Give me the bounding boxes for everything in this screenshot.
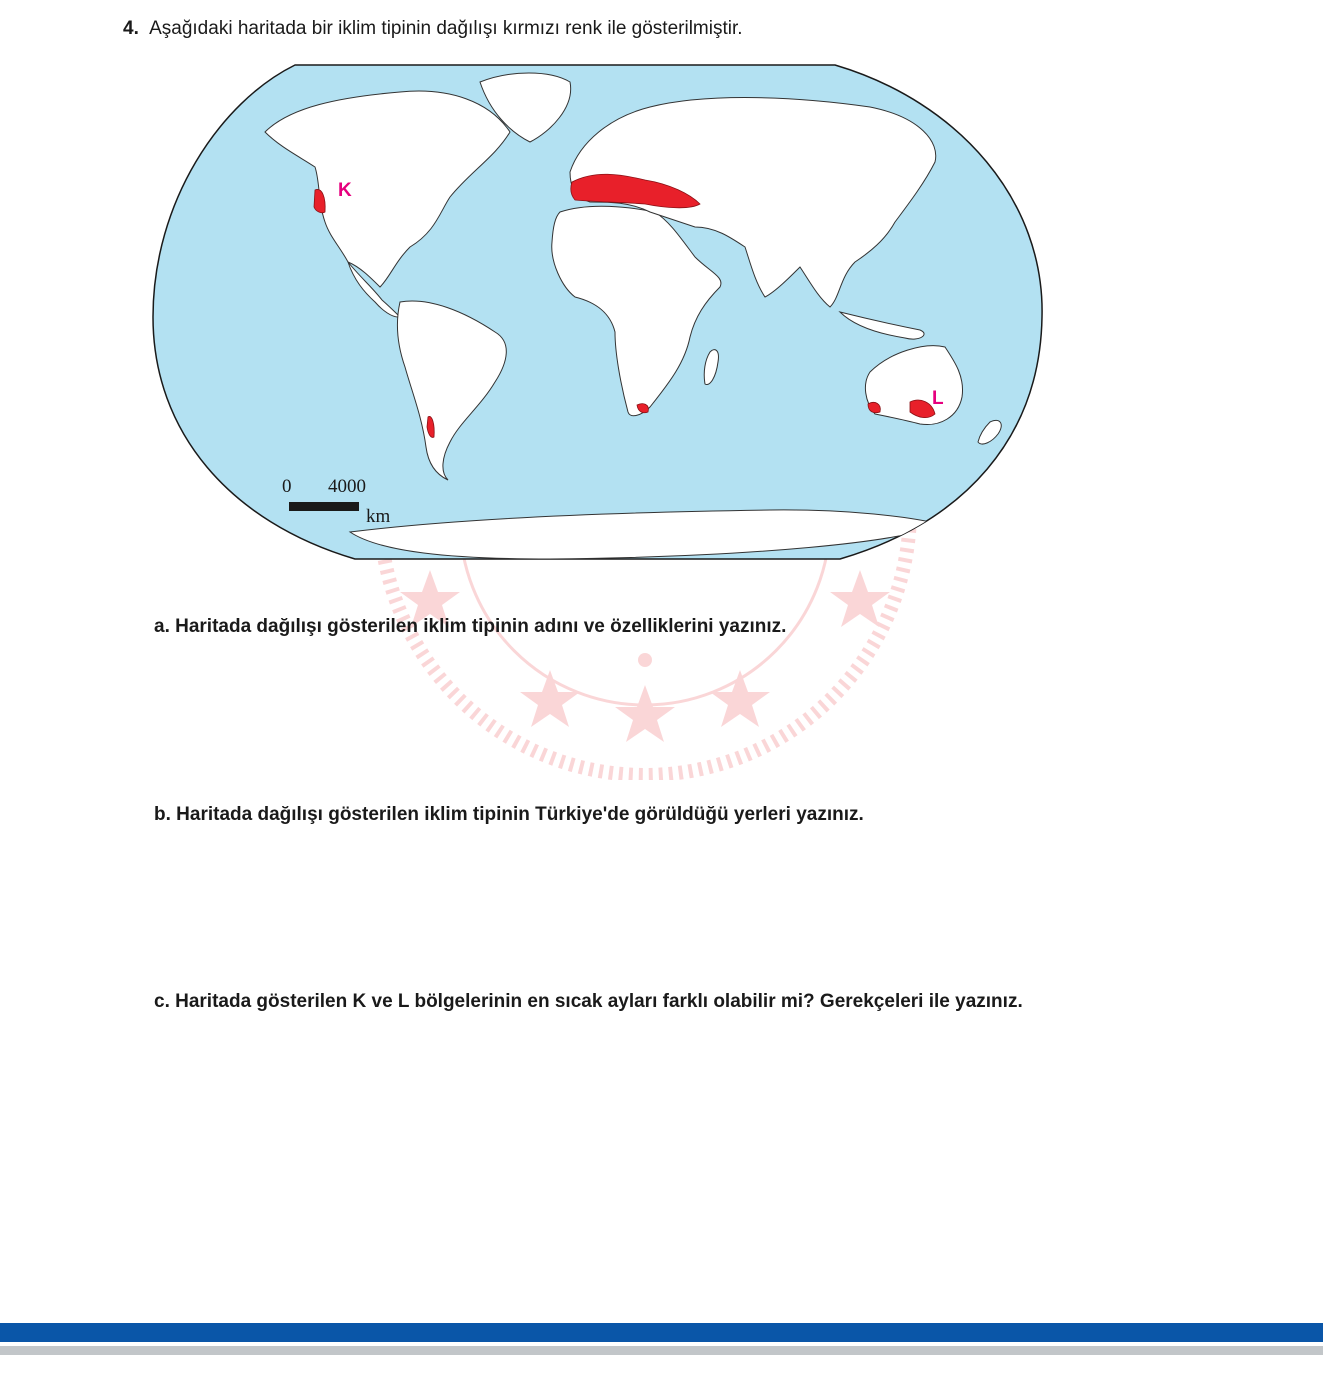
sub-question-a: a. Haritada dağılışı gösterilen iklim tipinin adını ve özelliklerini yazınız. xyxy=(154,616,787,637)
footer-line xyxy=(0,1346,1323,1355)
scale-max: 4000 xyxy=(328,476,366,497)
region-label-k: K xyxy=(338,180,352,201)
question-text: Aşağıdaki haritada bir iklim tipinin dağılışı kırmızı renk ile gösterilmiştir. xyxy=(149,18,743,39)
scale-unit: km xyxy=(366,506,391,527)
sub-question-b: b. Haritada dağılışı gösterilen iklim tipinin Türkiye'de görüldüğü yerleri yazınız. xyxy=(154,804,864,825)
question-number: 4. xyxy=(123,18,139,39)
region-label-l: L xyxy=(932,388,944,409)
scale-bar-line xyxy=(289,502,359,511)
scale-zero: 0 xyxy=(282,476,292,497)
footer-bar xyxy=(0,1323,1323,1342)
sub-question-c: c. Haritada gösterilen K ve L bölgelerinin en sıcak ayları farklı olabilir mi? Gerekçeleri ile yazınız. xyxy=(154,991,1023,1012)
question-heading xyxy=(123,18,743,40)
